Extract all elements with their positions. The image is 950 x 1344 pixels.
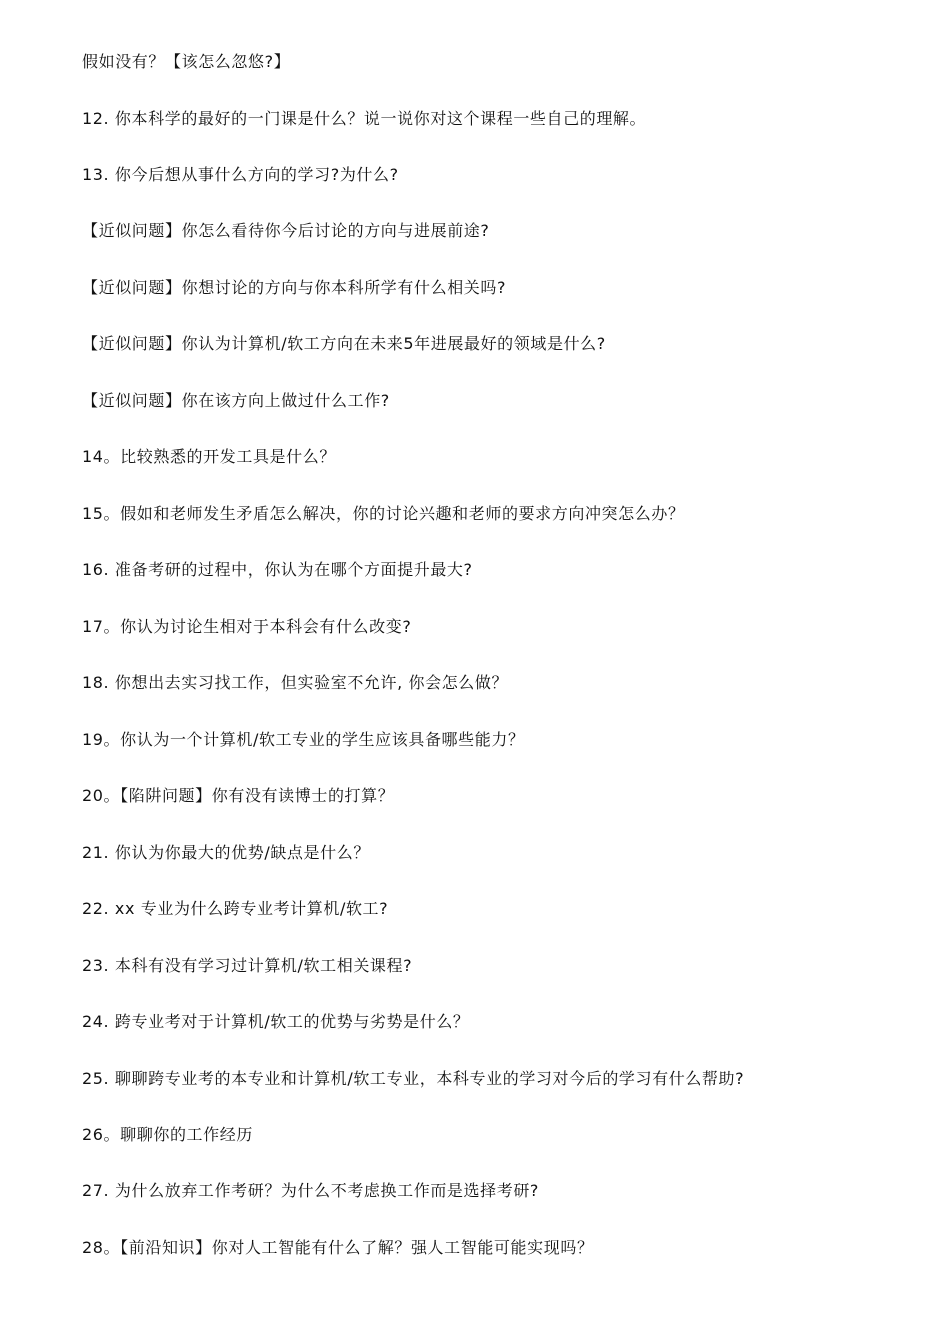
text-line: 21. 你认为你最大的优势/缺点是什么？: [82, 843, 370, 862]
text-line: 24. 跨专业考对于计算机/软工的优势与劣势是什么？: [82, 1012, 470, 1031]
text-line: 18. 你想出去实习找工作，但实验室不允许, 你会怎么做？: [82, 673, 509, 692]
text-line: 【近似问题】你在该方向上做过什么工作?: [82, 391, 390, 410]
text-line: 13. 你今后想从事什么方向的学习?为什么?: [82, 165, 399, 184]
text-line: 28。【前沿知识】你对人工智能有什么了解？强人工智能可能实现吗？: [82, 1238, 594, 1257]
text-line: 25. 聊聊跨专业考的本专业和计算机/软工专业，本科专业的学习对今后的学习有什么帮助?: [82, 1069, 745, 1088]
text-line: 27. 为什么放弃工作考研？为什么不考虑换工作而是选择考研?: [82, 1181, 540, 1200]
text-line: 22. xx 专业为什么跨专业考计算机/软工?: [82, 899, 389, 918]
text-line: 【近似问题】你怎么看待你今后讨论的方向与进展前途?: [82, 221, 490, 240]
text-line: 17。你认为讨论生相对于本科会有什么改变?: [82, 617, 412, 636]
text-line: 26。聊聊你的工作经历: [82, 1125, 253, 1144]
text-line: 15。假如和老师发生矛盾怎么解决，你的讨论兴趣和老师的要求方向冲突怎么办？: [82, 504, 685, 523]
text-line: 【近似问题】你想讨论的方向与你本科所学有什么相关吗?: [82, 278, 507, 297]
text-line: 19。你认为一个计算机/软工专业的学生应该具备哪些能力？: [82, 730, 525, 749]
text-line: 12. 你本科学的最好的一门课是什么？说一说你对这个课程一些自己的理解。: [82, 109, 647, 128]
text-line: 14。比较熟悉的开发工具是什么？: [82, 447, 336, 466]
text-line: 假如没有？【该怎么忽悠?】: [82, 52, 291, 71]
text-line: 【近似问题】你认为计算机/软工方向在未来5年进展最好的领域是什么?: [82, 334, 606, 353]
text-line: 16. 准备考研的过程中，你认为在哪个方面提升最大?: [82, 560, 473, 579]
text-line: 20。【陷阱问题】你有没有读博士的打算？: [82, 786, 395, 805]
text-line: 23. 本科有没有学习过计算机/软工相关课程?: [82, 956, 413, 975]
